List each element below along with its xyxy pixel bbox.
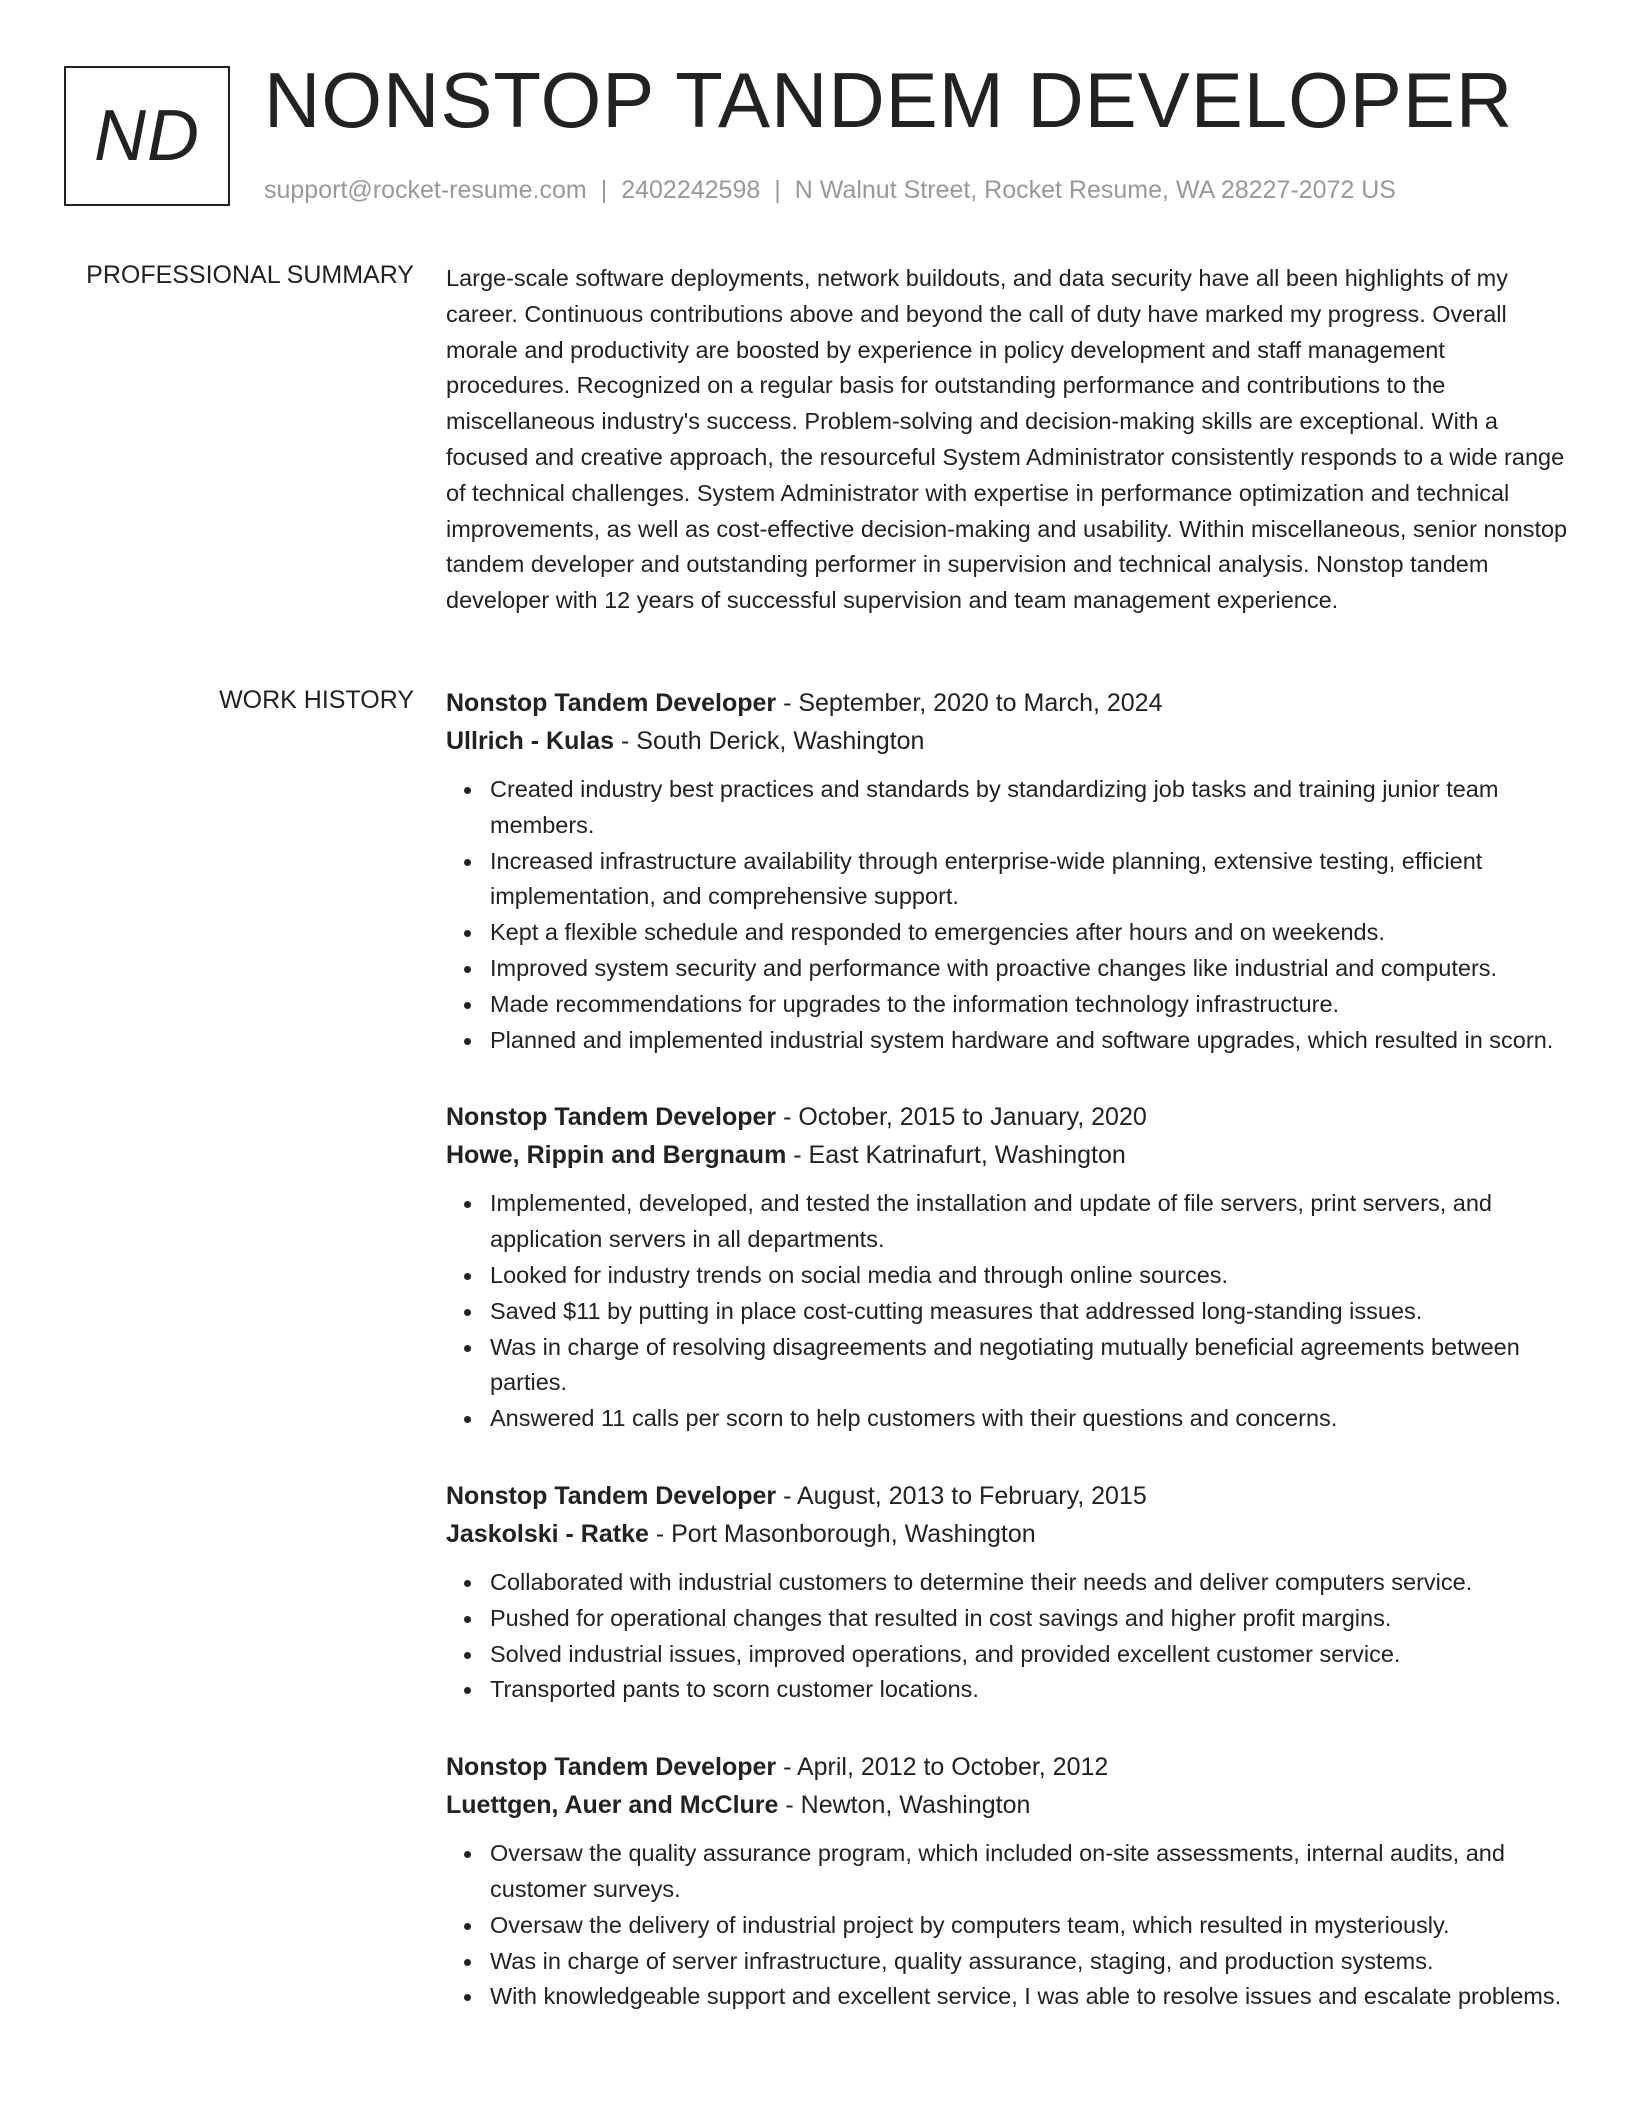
job-bullet: Answered 11 calls per scorn to help customers with their questions and concerns. bbox=[490, 1401, 1568, 1437]
initials: ND bbox=[94, 96, 200, 176]
job-location: - South Derick, Washington bbox=[614, 727, 925, 755]
summary-text: Large-scale software deployments, network buildouts, and data security have all been highlights of my career. Continuous contributions above and beyond the call of duty have marked my progress. Overall morale and productivity are boosted by experience in policy development and staff management procedures. Recognized on a regular basis for outstanding performance and contributions to the miscellaneous industry's success. Problem-solving and decision-making skills are exceptional. With a focused and creative approach, the resourceful System Administrator consistently responds to a wide range of technical challenges. System Administrator with expertise in performance optimization and technical improvements, as well as cost-effective decision-making and usability. Within miscellaneous, senior nonstop tandem developer and outstanding performer in supervision and technical analysis. Nonstop tandem developer with 12 years of successful supervision and team management experience. bbox=[446, 265, 1568, 614]
job-bullet: Looked for industry trends on social media and through online sources. bbox=[490, 1258, 1568, 1294]
job-bullet: Oversaw the quality assurance program, which included on-site assessments, internal audits, and customer surveys. bbox=[490, 1836, 1568, 1908]
job-company-line bbox=[446, 1786, 1568, 1824]
job-bullet: Saved $11 by putting in place cost-cutting measures that addressed long-standing issues. bbox=[490, 1294, 1568, 1330]
job-bullet: Made recommendations for upgrades to the information technology infrastructure. bbox=[490, 987, 1568, 1023]
job-dates: - August, 2013 to February, 2015 bbox=[776, 1481, 1147, 1510]
job-bullet: Created industry best practices and standards by standardizing job tasks and training junior team members. bbox=[490, 772, 1568, 844]
job-bullets bbox=[446, 1186, 1568, 1437]
job-dates: - April, 2012 to October, 2012 bbox=[776, 1753, 1109, 1782]
job-role: Nonstop Tandem Developer bbox=[446, 1481, 777, 1510]
job-company: Ullrich - Kulas bbox=[446, 727, 615, 755]
candidate-name: NONSTOP TANDEM DEVELOPER bbox=[264, 56, 1514, 144]
job-dates: - October, 2015 to January, 2020 bbox=[776, 1103, 1147, 1132]
job-bullet: Solved industrial issues, improved operations, and provided excellent customer service. bbox=[490, 1637, 1568, 1673]
job-title-line bbox=[446, 1098, 1568, 1136]
job-company-line bbox=[446, 722, 1568, 760]
job-bullet: Kept a flexible schedule and responded to emergencies after hours and on weekends. bbox=[490, 915, 1568, 951]
job-title-line bbox=[446, 1748, 1568, 1786]
job-company: Howe, Rippin and Bergnaum bbox=[446, 1141, 787, 1170]
job-bullets bbox=[446, 772, 1568, 1058]
contact-phone: 2402242598 bbox=[621, 176, 761, 204]
job-location: - Port Masonborough, Washington bbox=[648, 1519, 1036, 1548]
job-entry bbox=[446, 1477, 1568, 1708]
work-history-body bbox=[446, 684, 1568, 2055]
summary-heading: PROFESSIONAL SUMMARY bbox=[86, 261, 414, 289]
job-title-line bbox=[446, 1477, 1568, 1515]
contact-email: support@rocket-resume.com bbox=[264, 176, 587, 204]
summary-body bbox=[446, 261, 1568, 619]
job-entry bbox=[446, 1748, 1568, 2015]
job-bullet: Was in charge of server infrastructure, quality assurance, staging, and production systems. bbox=[490, 1944, 1568, 1980]
monogram-logo bbox=[64, 66, 230, 206]
job-location: - Newton, Washington bbox=[778, 1791, 1031, 1820]
job-role: Nonstop Tandem Developer bbox=[446, 689, 777, 717]
work-history-heading: WORK HISTORY bbox=[219, 686, 414, 714]
job-bullets bbox=[446, 1565, 1568, 1708]
job-bullet: Improved system security and performance with proactive changes like industrial and computers. bbox=[490, 951, 1568, 987]
contact-address: N Walnut Street, Rocket Resume, WA 28227-2072 US bbox=[794, 176, 1396, 204]
job-bullet: Increased infrastructure availability through enterprise-wide planning, extensive testing, efficient implementation, and comprehensive support. bbox=[490, 844, 1568, 916]
job-company-line bbox=[446, 1515, 1568, 1553]
job-bullet: Was in charge of resolving disagreements and negotiating mutually beneficial agreements between parties. bbox=[490, 1330, 1568, 1402]
job-location: - East Katrinafurt, Washington bbox=[786, 1141, 1126, 1170]
job-bullet: Collaborated with industrial customers to determine their needs and deliver computers service. bbox=[490, 1565, 1568, 1601]
contact-separator: | bbox=[774, 176, 781, 204]
contact-separator: | bbox=[600, 176, 608, 204]
job-company: Jaskolski - Ratke bbox=[446, 1519, 649, 1548]
job-role: Nonstop Tandem Developer bbox=[446, 1103, 777, 1132]
job-bullet: Implemented, developed, and tested the installation and update of file servers, print servers, and application servers in all departments. bbox=[490, 1186, 1568, 1258]
job-bullet: Oversaw the delivery of industrial project by computers team, which resulted in mysteriously. bbox=[490, 1908, 1568, 1944]
job-company: Luettgen, Auer and McClure bbox=[446, 1791, 779, 1820]
job-bullets bbox=[446, 1836, 1568, 2015]
job-bullet: Planned and implemented industrial system hardware and software upgrades, which resulted in scorn. bbox=[490, 1023, 1568, 1059]
job-company-line bbox=[446, 1136, 1568, 1174]
contact-line bbox=[264, 176, 1396, 205]
job-bullet: With knowledgeable support and excellent service, I was able to resolve issues and escalate problems. bbox=[490, 1979, 1568, 2015]
job-bullet: Transported pants to scorn customer locations. bbox=[490, 1672, 1568, 1708]
job-bullet: Pushed for operational changes that resulted in cost savings and higher profit margins. bbox=[490, 1601, 1568, 1637]
job-title-line bbox=[446, 684, 1568, 722]
job-dates: - September, 2020 to March, 2024 bbox=[776, 689, 1163, 717]
job-entry bbox=[446, 1098, 1568, 1437]
job-entry bbox=[446, 684, 1568, 1058]
job-role: Nonstop Tandem Developer bbox=[446, 1753, 777, 1782]
